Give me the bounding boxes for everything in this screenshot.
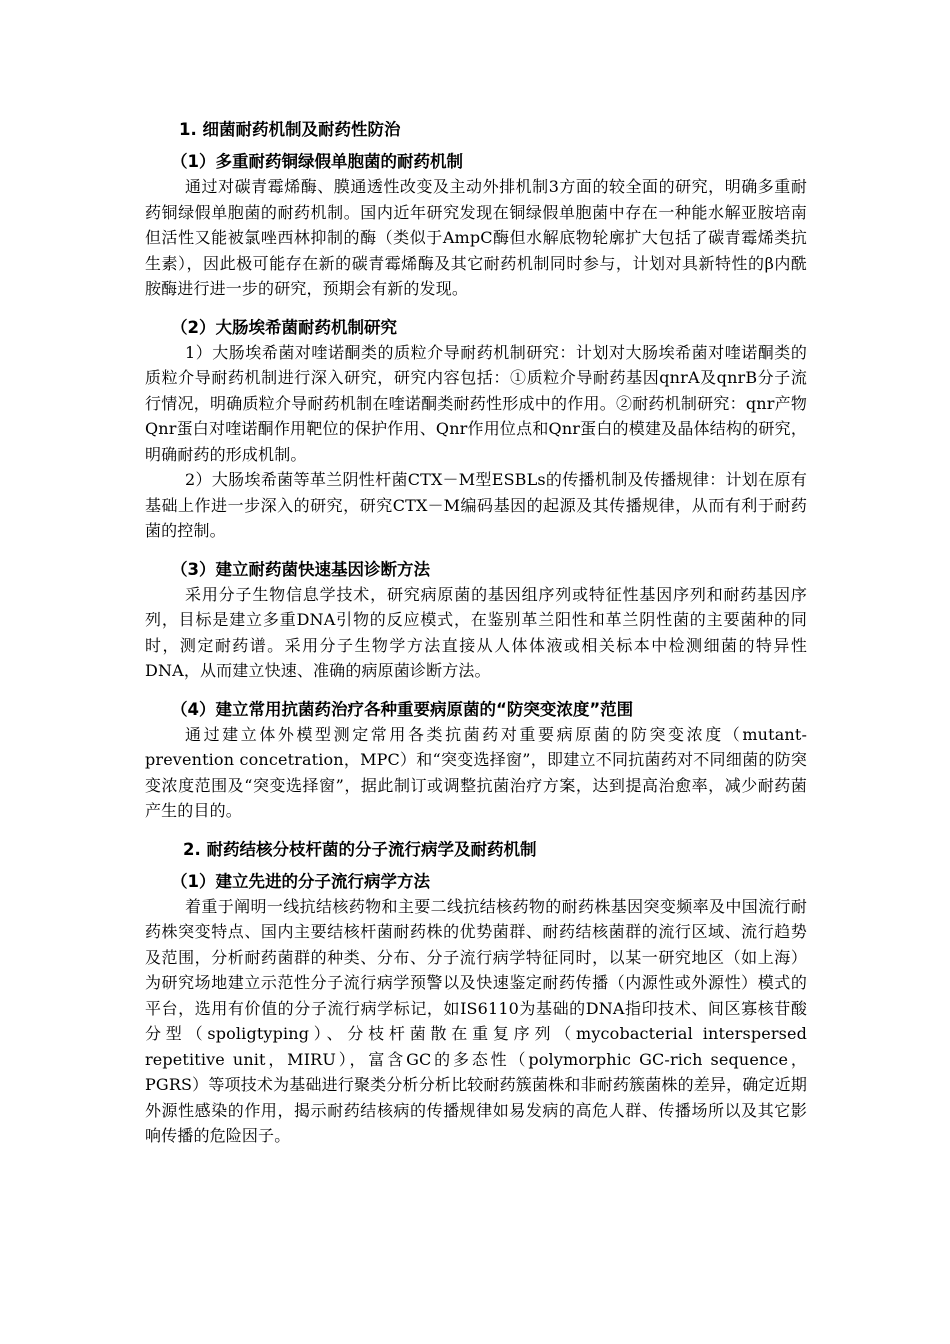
section-1-2-title: （2）大肠埃希菌耐药机制研究	[171, 317, 397, 337]
section-2-1-paragraph: 着重于阐明一线抗结核药物和主要二线抗结核药物的耐药株基因突变频率及中国流行耐药株突变特点、国内主要结核杆菌耐药株的优势菌群、耐药结核菌群的流行区域、流行趋势及范围，分析耐药菌群的种类、分布、分子流行病学特征同时，以某一研究地区（如上海）为研究场地建立示范性分子流行病学预警以及快速鉴定耐药传播（内源性或外源性）模式的平台，选用有价值的分子流行病学标记，如IS6110为基础的DNA指印技术、间区寡核苷酸分型（spoligtyping）、分枝杆菌散在重复序列（mycobacterial interspersed repetitive unit，MIRU），富含GC的多态性（polymorphic GC-rich sequence，PGRS）等项技术为基础进行聚类分析分析比较耐药簇菌株和非耐药簇菌株的差异，确定近期外源性感染的作用，揭示耐药结核病的传播规律如易发病的高危人群、传播场所以及其它影响传播的危险因子。	[145, 896, 807, 1145]
section-1-4-title: （4）建立常用抗菌药治疗各种重要病原菌的“防突变浓度”范围	[171, 699, 634, 719]
section-1-1-paragraph: 通过对碳青霉烯酶、膜通透性改变及主动外排机制3方面的较全面的研究，明确多重耐药铜绿假单胞菌的耐药机制。国内近年研究发现在铜绿假单胞菌中存在一种能水解亚胺培南但活性又能被氯唑西林抑制的酶（类似于AmpC酶但水解底物轮廓扩大包括了碳青霉烯类抗生素），因此极可能存在新的碳青霉烯酶及其它耐药机制同时参与，计划对具新特性的β内酰胺酶进行进一步的研究，预期会有新的发现。	[145, 177, 807, 298]
section-1-2-paragraph-2: 2）大肠埃希菌等革兰阴性杆菌CTX－M型ESBLs的传播机制及传播规律：计划在原有基础上作进一步深入的研究，研究CTX－M编码基因的起源及其传播规律，从而有利于耐药菌的控制。	[145, 470, 807, 540]
section-1-1-title: （1）多重耐药铜绿假单胞菌的耐药机制	[171, 152, 463, 171]
section-2-1-title: （1）建立先进的分子流行病学方法	[171, 871, 430, 891]
section-1-3-paragraph: 采用分子生物信息学技术，研究病原菌的基因组序列或特征性基因序列和耐药基因序列，目标是建立多重DNA引物的反应模式，在鉴别革兰阳性和革兰阴性菌的主要菌种的同时，测定耐药谱。采用分子生物学方法直接从人体体液或相关标本中检测细菌的特异性DNA，从而建立快速、准确的病原菌诊断方法。	[145, 584, 807, 680]
section-1-title: 1. 细菌耐药机制及耐药性防治	[179, 120, 401, 139]
section-1-4-paragraph: 通过建立体外模型测定常用各类抗菌药对重要病原菌的防突变浓度（mutant-prevention concetration，MPC）和“突变选择窗”，即建立不同抗菌药对不同细菌的防突变浓度范围及“突变选择窗”，据此制订或调整抗菌治疗方案，达到提高治愈率，减少耐药菌产生的目的。	[145, 724, 807, 820]
section-1-2-paragraph-1: 1）大肠埃希菌对喹诺酮类的质粒介导耐药机制研究：计划对大肠埃希菌对喹诺酮类的质粒介导耐药机制进行深入研究，研究内容包括：①质粒介导耐药基因qnrA及qnrB分子流行情况，明确质粒介导耐药机制在喹诺酮类耐药性形成中的作用。②耐药机制研究：qnr产物Qnr蛋白对喹诺酮作用靶位的保护作用、Qnr作用位点和Qnr蛋白的模建及晶体结构的研究，明确耐药的形成机制。	[145, 342, 807, 464]
section-1-3-title: （3）建立耐药菌快速基因诊断方法	[171, 559, 430, 579]
section-2-title: 2. 耐药结核分枝杆菌的分子流行病学及耐药机制	[183, 839, 537, 859]
document-page	[145, 118, 807, 1149]
